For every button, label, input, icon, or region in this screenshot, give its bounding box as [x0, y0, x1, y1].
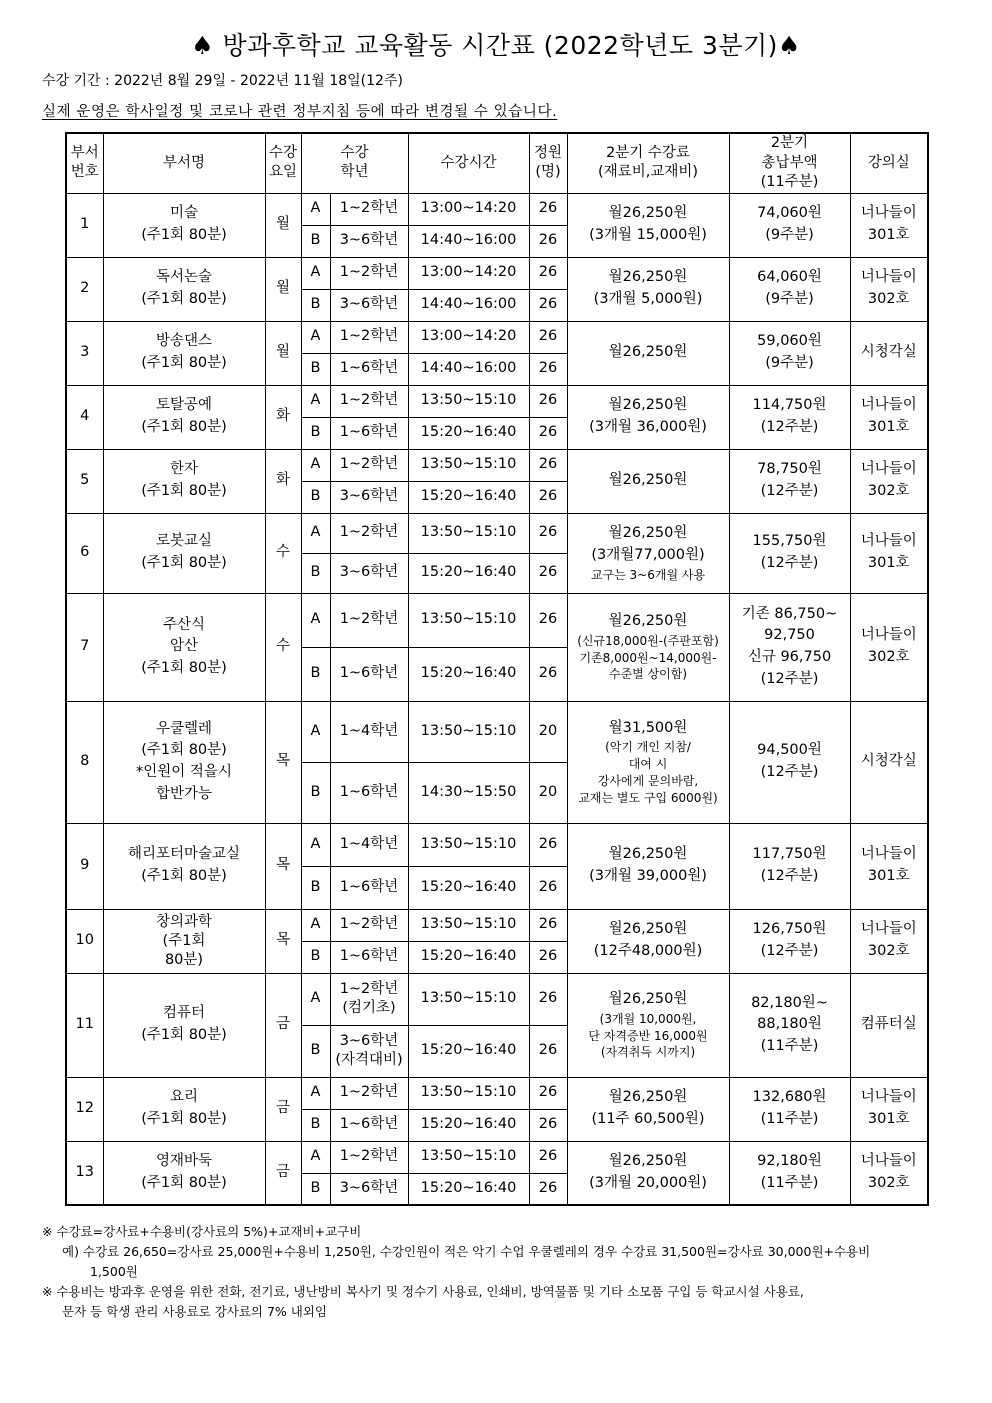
capacity: 26 — [529, 1025, 567, 1077]
header-time: 수강시간 — [408, 133, 529, 193]
fee: 월26,250원 (신규18,000원-(주판포함) 기존8,000원~14,000원- 수준별 상이함) — [567, 593, 729, 701]
total-fee: 155,750원 (12주분) — [729, 513, 850, 593]
total-fee: 82,180원~ 88,180원 (11주분) — [729, 973, 850, 1077]
capacity: 26 — [529, 1109, 567, 1141]
dept-name: 영재바둑 (주1회 80분) — [103, 1141, 265, 1205]
grade: 1~2학년 — [330, 909, 408, 941]
table-row — [66, 193, 928, 225]
table-row — [66, 385, 928, 417]
header-fee: 2분기 수강료 (재료비,교재비) — [567, 133, 729, 193]
class-label: B — [301, 225, 330, 257]
fee: 월26,250원 — [567, 321, 729, 385]
capacity: 26 — [529, 647, 567, 701]
time: 13:50~15:10 — [408, 1077, 529, 1109]
time: 15:20~16:40 — [408, 647, 529, 701]
room: 너나들이 302호 — [850, 593, 928, 701]
fee: 월26,250원 — [567, 449, 729, 513]
capacity: 26 — [529, 593, 567, 647]
header-day: 수강 요일 — [265, 133, 301, 193]
fee: 월26,250원 (3개월 15,000원) — [567, 193, 729, 257]
class-label: A — [301, 909, 330, 941]
class-label: B — [301, 1173, 330, 1205]
time: 14:40~16:00 — [408, 289, 529, 321]
grade: 1~2학년 (컴기초) — [330, 973, 408, 1025]
header-dept-name: 부서명 — [103, 133, 265, 193]
class-label: B — [301, 762, 330, 823]
dept-no: 7 — [66, 593, 103, 701]
dept-no: 1 — [66, 193, 103, 257]
schedule-table — [65, 132, 929, 1206]
time: 13:50~15:10 — [408, 701, 529, 762]
total-fee: 64,060원 (9주분) — [729, 257, 850, 321]
fee: 월31,500원 (악기 개인 지참/ 대여 시 강사에게 문의바람, 교재는 별도 구입 6000원) — [567, 701, 729, 823]
capacity: 26 — [529, 449, 567, 481]
total-fee: 기존 86,750~ 92,750 신규 96,750 (12주분) — [729, 593, 850, 701]
table-row — [66, 973, 928, 1025]
time: 13:50~15:10 — [408, 593, 529, 647]
capacity: 26 — [529, 353, 567, 385]
dept-name: 창의과학 (주1회 80분) — [103, 909, 265, 973]
time: 14:40~16:00 — [408, 225, 529, 257]
dept-no: 12 — [66, 1077, 103, 1141]
table-row — [66, 1077, 928, 1109]
course-day: 금 — [265, 973, 301, 1077]
dept-no: 4 — [66, 385, 103, 449]
dept-no: 5 — [66, 449, 103, 513]
dept-name: 우쿨렐레 (주1회 80분) *인원이 적을시 합반가능 — [103, 701, 265, 823]
class-label: B — [301, 417, 330, 449]
course-day: 목 — [265, 909, 301, 973]
capacity: 26 — [529, 1173, 567, 1205]
grade: 3~6학년 — [330, 553, 408, 593]
dept-name: 독서논술 (주1회 80분) — [103, 257, 265, 321]
time: 15:20~16:40 — [408, 481, 529, 513]
capacity: 26 — [529, 973, 567, 1025]
total-fee: 92,180원 (11주분) — [729, 1141, 850, 1205]
dept-name: 방송댄스 (주1회 80분) — [103, 321, 265, 385]
dept-no: 11 — [66, 973, 103, 1077]
dept-name: 토탈공예 (주1회 80분) — [103, 385, 265, 449]
time: 13:50~15:10 — [408, 823, 529, 866]
class-label: A — [301, 257, 330, 289]
table-row — [66, 701, 928, 762]
grade: 1~6학년 — [330, 762, 408, 823]
fee: 월26,250원 (3개월 10,000원, 단 자격증반 16,000원 (자격취득 시까지) — [567, 973, 729, 1077]
time: 13:00~14:20 — [408, 257, 529, 289]
table-row — [66, 321, 928, 353]
time: 13:50~15:10 — [408, 1141, 529, 1173]
dept-name: 컴퓨터 (주1회 80분) — [103, 973, 265, 1077]
grade: 1~6학년 — [330, 353, 408, 385]
table-row — [66, 513, 928, 553]
room: 너나들이 301호 — [850, 385, 928, 449]
footnote-fee-formula: ※ 수강료=강사료+수용비(강사료의 5%)+교재비+교구비 — [42, 1224, 362, 1239]
time: 15:20~16:40 — [408, 417, 529, 449]
room: 너나들이 302호 — [850, 257, 928, 321]
class-label: A — [301, 321, 330, 353]
capacity: 26 — [529, 321, 567, 353]
class-label: A — [301, 701, 330, 762]
dept-name: 미술 (주1회 80분) — [103, 193, 265, 257]
header-room: 강의실 — [850, 133, 928, 193]
capacity: 26 — [529, 385, 567, 417]
grade: 1~2학년 — [330, 1141, 408, 1173]
time: 13:00~14:20 — [408, 321, 529, 353]
class-label: A — [301, 1077, 330, 1109]
capacity: 26 — [529, 513, 567, 553]
grade: 1~4학년 — [330, 823, 408, 866]
table-row — [66, 593, 928, 647]
grade: 1~6학년 — [330, 417, 408, 449]
class-label: B — [301, 1109, 330, 1141]
course-day: 화 — [265, 449, 301, 513]
capacity: 20 — [529, 762, 567, 823]
capacity: 26 — [529, 289, 567, 321]
time: 15:20~16:40 — [408, 866, 529, 909]
time: 15:20~16:40 — [408, 1109, 529, 1141]
footnotes — [42, 1222, 957, 1322]
footnote-example: 예) 수강료 26,650=강사료 25,000원+수용비 1,250원, 수강인원이 적은 악기 수업 우쿨렐레의 경우 수강료 31,500원=강사료 30,000원+수용비 — [62, 1244, 871, 1259]
table-row — [66, 1141, 928, 1173]
total-fee: 132,680원 (11주분) — [729, 1077, 850, 1141]
total-fee: 59,060원 (9주분) — [729, 321, 850, 385]
time: 14:30~15:50 — [408, 762, 529, 823]
dept-no: 8 — [66, 701, 103, 823]
class-label: A — [301, 1141, 330, 1173]
course-day: 목 — [265, 701, 301, 823]
total-fee: 78,750원 (12주분) — [729, 449, 850, 513]
room: 시청각실 — [850, 701, 928, 823]
capacity: 26 — [529, 417, 567, 449]
grade: 3~6학년 — [330, 481, 408, 513]
time: 14:40~16:00 — [408, 353, 529, 385]
class-label: B — [301, 481, 330, 513]
total-fee: 117,750원 (12주분) — [729, 823, 850, 909]
table-row — [66, 257, 928, 289]
header-capacity: 정원 (명) — [529, 133, 567, 193]
grade: 1~2학년 — [330, 593, 408, 647]
fee: 월26,250원 (3개월 20,000원) — [567, 1141, 729, 1205]
class-label: A — [301, 385, 330, 417]
capacity: 26 — [529, 866, 567, 909]
course-day: 수 — [265, 593, 301, 701]
course-day: 금 — [265, 1077, 301, 1141]
grade: 1~6학년 — [330, 941, 408, 973]
dept-no: 6 — [66, 513, 103, 593]
grade: 1~6학년 — [330, 647, 408, 701]
grade: 1~2학년 — [330, 385, 408, 417]
fee: 월26,250원 (11주 60,500원) — [567, 1077, 729, 1141]
capacity: 26 — [529, 909, 567, 941]
fee-note: 교구는 3~6개월 사용 — [590, 567, 706, 582]
capacity: 26 — [529, 481, 567, 513]
fee: 월26,250원 (3개월77,000원) 교구는 3~6개월 사용 — [567, 513, 729, 593]
class-label: B — [301, 353, 330, 385]
grade: 1~2학년 — [330, 321, 408, 353]
grade: 1~2학년 — [330, 193, 408, 225]
capacity: 26 — [529, 823, 567, 866]
dept-name: 요리 (주1회 80분) — [103, 1077, 265, 1141]
grade: 3~6학년 — [330, 289, 408, 321]
class-label: B — [301, 1025, 330, 1077]
footnote-supply-cost-cont: 문자 등 학생 관리 사용료로 강사료의 7% 내외임 — [62, 1304, 327, 1319]
header-dept-no: 부서 번호 — [66, 133, 103, 193]
class-label: B — [301, 289, 330, 321]
grade: 1~2학년 — [330, 513, 408, 553]
class-label: B — [301, 553, 330, 593]
dept-no: 3 — [66, 321, 103, 385]
room: 컴퓨터실 — [850, 973, 928, 1077]
class-label: A — [301, 593, 330, 647]
dept-name: 한자 (주1회 80분) — [103, 449, 265, 513]
table-row — [66, 823, 928, 866]
time: 13:50~15:10 — [408, 973, 529, 1025]
class-label: A — [301, 193, 330, 225]
time: 13:50~15:10 — [408, 909, 529, 941]
room: 너나들이 302호 — [850, 909, 928, 973]
header-grade: 수강 학년 — [301, 133, 408, 193]
time: 13:00~14:20 — [408, 193, 529, 225]
capacity: 26 — [529, 553, 567, 593]
dept-no: 2 — [66, 257, 103, 321]
table-row — [66, 449, 928, 481]
header-total: 2분기 총납부액 (11주분) — [729, 133, 850, 193]
course-period: 수강 기간 : 2022년 8월 29일 - 2022년 11월 18일(12주) — [42, 73, 403, 89]
course-day: 월 — [265, 193, 301, 257]
class-label: B — [301, 647, 330, 701]
total-fee: 114,750원 (12주분) — [729, 385, 850, 449]
capacity: 26 — [529, 257, 567, 289]
capacity: 26 — [529, 193, 567, 225]
course-day: 월 — [265, 257, 301, 321]
capacity: 26 — [529, 941, 567, 973]
fee: 월26,250원 (12주48,000원) — [567, 909, 729, 973]
capacity: 26 — [529, 1077, 567, 1109]
page-title: ♠ 방과후학교 교육활동 시간표 (2022학년도 3분기)♠ — [191, 31, 801, 60]
time: 15:20~16:40 — [408, 1025, 529, 1077]
class-label: A — [301, 823, 330, 866]
class-label: B — [301, 866, 330, 909]
room: 너나들이 302호 — [850, 449, 928, 513]
dept-name: 로봇교실 (주1회 80분) — [103, 513, 265, 593]
footnote-supply-cost: ※ 수용비는 방과후 운영을 위한 전화, 전기료, 냉난방비 복사기 및 정수기 사용료, 인쇄비, 방역물품 및 기타 소모품 구입 등 학교시설 사용료, — [42, 1284, 804, 1299]
footnote-example-cont: 1,500원 — [90, 1264, 138, 1279]
fee: 월26,250원 (3개월 39,000원) — [567, 823, 729, 909]
dept-name: 해리포터마술교실 (주1회 80분) — [103, 823, 265, 909]
total-fee: 94,500원 (12주분) — [729, 701, 850, 823]
grade: 3~6학년 — [330, 225, 408, 257]
time: 15:20~16:40 — [408, 941, 529, 973]
total-fee: 74,060원 (9주분) — [729, 193, 850, 257]
time: 15:20~16:40 — [408, 553, 529, 593]
capacity: 26 — [529, 1141, 567, 1173]
course-day: 목 — [265, 823, 301, 909]
class-label: A — [301, 513, 330, 553]
fee: 월26,250원 (3개월 36,000원) — [567, 385, 729, 449]
time: 15:20~16:40 — [408, 1173, 529, 1205]
time: 13:50~15:10 — [408, 385, 529, 417]
total-fee: 126,750원 (12주분) — [729, 909, 850, 973]
room: 너나들이 301호 — [850, 1077, 928, 1141]
course-day: 화 — [265, 385, 301, 449]
capacity: 20 — [529, 701, 567, 762]
room: 너나들이 301호 — [850, 823, 928, 909]
capacity: 26 — [529, 225, 567, 257]
grade: 1~2학년 — [330, 257, 408, 289]
grade: 1~2학년 — [330, 449, 408, 481]
course-day: 금 — [265, 1141, 301, 1205]
grade: 1~6학년 — [330, 1109, 408, 1141]
dept-no: 10 — [66, 909, 103, 973]
table-header-row — [66, 133, 928, 193]
dept-name: 주산식 암산 (주1회 80분) — [103, 593, 265, 701]
room: 너나들이 301호 — [850, 193, 928, 257]
dept-no: 9 — [66, 823, 103, 909]
grade: 1~2학년 — [330, 1077, 408, 1109]
course-day: 수 — [265, 513, 301, 593]
time: 13:50~15:10 — [408, 449, 529, 481]
class-label: B — [301, 941, 330, 973]
fee: 월26,250원 (3개월 5,000원) — [567, 257, 729, 321]
time: 13:50~15:10 — [408, 513, 529, 553]
schedule-notice: 실제 운영은 학사일정 및 코로나 관련 정부지침 등에 따라 변경될 수 있습니다. — [42, 104, 558, 120]
dept-no: 13 — [66, 1141, 103, 1205]
class-label: A — [301, 973, 330, 1025]
grade: 1~6학년 — [330, 866, 408, 909]
grade: 1~4학년 — [330, 701, 408, 762]
grade: 3~6학년 (자격대비) — [330, 1025, 408, 1077]
grade: 3~6학년 — [330, 1173, 408, 1205]
class-label: A — [301, 449, 330, 481]
table-row — [66, 909, 928, 941]
course-day: 월 — [265, 321, 301, 385]
room: 너나들이 301호 — [850, 513, 928, 593]
room: 너나들이 302호 — [850, 1141, 928, 1205]
room: 시청각실 — [850, 321, 928, 385]
